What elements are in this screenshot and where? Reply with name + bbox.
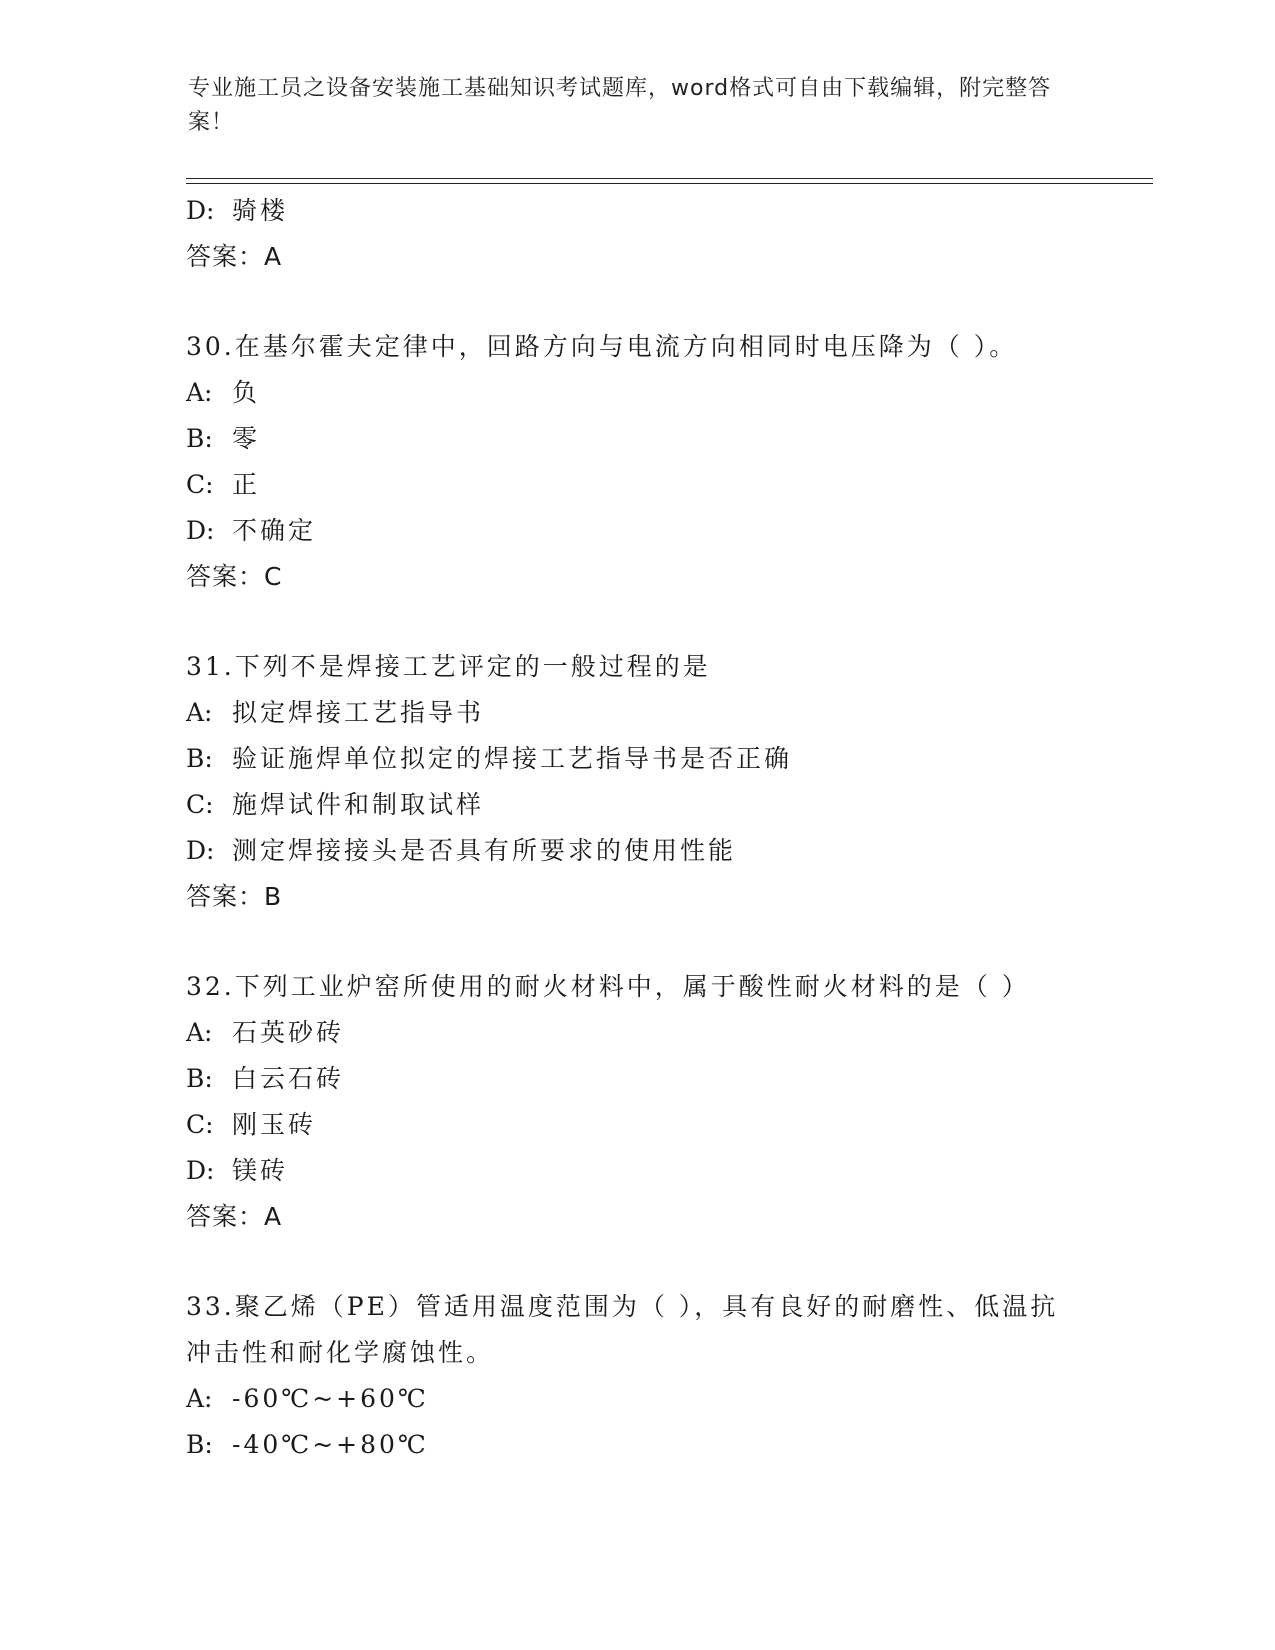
page-header-title: 专业施工员之设备安装施工基础知识考试题库，word格式可自由下载编辑，附完整答案！ [188,76,1052,135]
option-text: -40℃~+80℃ [232,1430,429,1459]
answer-option [186,736,1146,782]
question-stem: 33.聚乙烯（PE）管适用温度范围为（ ），具有良好的耐磨性、低温抗冲击性和耐化学腐蚀性。 [186,1292,1059,1367]
answer-key: 答案：B [186,882,283,911]
answer-option [186,1422,1146,1468]
option-text: 镁砖 [232,1156,289,1185]
question-stem: 30.在基尔霍夫定律中，回路方向与电流方向相同时电压降为（ ）。 [186,332,1018,361]
option-text: 零 [232,424,261,453]
option-text: 拟定焊接工艺指导书 [232,698,485,727]
answer-option [186,370,1146,416]
answer-option [186,782,1146,828]
option-letter: D: [186,516,215,545]
answer-option [186,690,1146,736]
header-divider-bottom [186,183,1153,184]
answer-option [186,1148,1146,1194]
option-text: 验证施焊单位拟定的焊接工艺指导书是否正确 [232,744,793,773]
option-letter: A: [186,378,213,407]
question-stem: 32.下列工业炉窑所使用的耐火材料中，属于酸性耐火材料的是（ ） [186,972,1030,1001]
option-letter: A: [186,698,213,727]
option-text: 不确定 [232,516,317,545]
answer-key: 答案：C [186,562,283,591]
option-letter: D: [186,196,215,225]
option-text: 测定焊接接头是否具有所要求的使用性能 [232,836,737,865]
question-block [186,644,1146,920]
answer-option [186,1056,1146,1102]
option-text: 刚玉砖 [232,1110,317,1139]
carryover-answer: 答案：A [186,242,283,271]
option-letter: B: [186,1064,213,1093]
answer-option [186,462,1146,508]
option-text: -60℃~+60℃ [232,1384,429,1413]
option-letter: C: [186,790,214,819]
option-letter: B: [186,424,213,453]
option-letter: D: [186,836,215,865]
answer-option [186,416,1146,462]
option-text: 骑楼 [232,196,289,225]
question-list [186,188,1146,1468]
question-stem: 31.下列不是焊接工艺评定的一般过程的是 [186,652,711,681]
question-block [186,1284,1146,1468]
option-letter: B: [186,744,213,773]
option-letter: C: [186,470,214,499]
carryover-option [186,188,1146,234]
answer-option [186,508,1146,554]
answer-option [186,1010,1146,1056]
option-letter: A: [186,1384,213,1413]
option-letter: C: [186,1110,214,1139]
option-letter: D: [186,1156,215,1185]
answer-option [186,828,1146,874]
option-text: 施焊试件和制取试样 [232,790,485,819]
answer-option [186,1376,1146,1422]
option-text: 石英砂砖 [232,1018,345,1047]
question-block [186,964,1146,1240]
option-letter: B: [186,1430,213,1459]
answer-key: 答案：A [186,1202,283,1231]
question-block [186,324,1146,600]
answer-option [186,1102,1146,1148]
option-text: 负 [232,378,261,407]
header-divider-top [186,178,1153,179]
option-text: 正 [232,470,261,499]
option-text: 白云石砖 [232,1064,345,1093]
option-letter: A: [186,1018,213,1047]
